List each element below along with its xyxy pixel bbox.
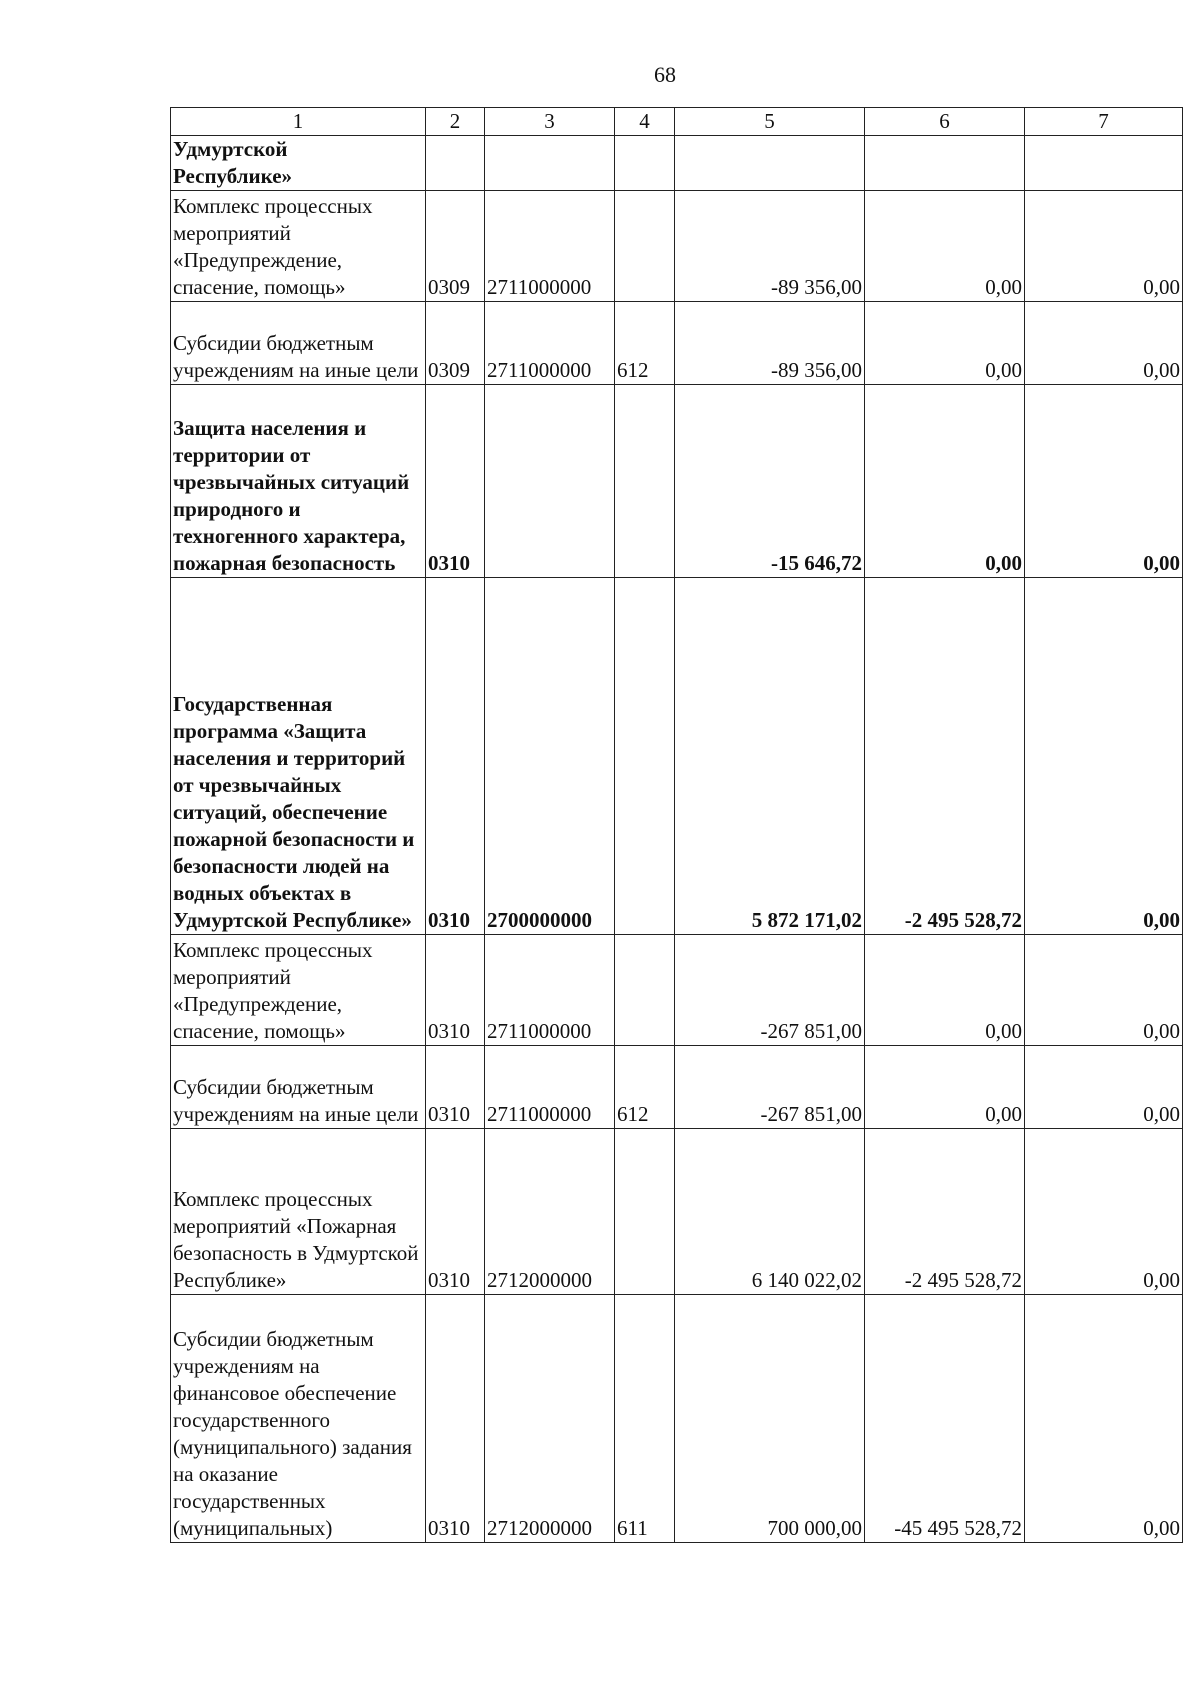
row-col7-value: 0,00 <box>1025 1295 1183 1543</box>
row-target-article <box>485 385 615 578</box>
row-name <box>171 935 426 1046</box>
row-col7-value: 0,00 <box>1025 302 1183 385</box>
row-section-code: 0310 <box>426 1295 485 1543</box>
row-section-code: 0310 <box>426 1046 485 1129</box>
row-expense-type: 612 <box>615 302 675 385</box>
row-name-text: Удмуртской Республике» <box>173 137 293 188</box>
table-row <box>171 1046 1183 1129</box>
row-target-article: 2711000000 <box>485 935 615 1046</box>
row-name-text: Комплекс процессных мероприятий «Пожарная безопасность в Удмуртской Республике» <box>173 1187 419 1292</box>
column-header-5: 5 <box>675 108 865 136</box>
row-name <box>171 385 426 578</box>
row-name-text: Комплекс процессных мероприятий «Предупреждение, спасение, помощь» <box>173 194 373 299</box>
row-col5-value: -89 356,00 <box>675 302 865 385</box>
row-expense-type <box>615 191 675 302</box>
row-col6-value: 0,00 <box>865 191 1025 302</box>
row-col6-value: 0,00 <box>865 935 1025 1046</box>
column-header-6: 6 <box>865 108 1025 136</box>
row-name-text: Субсидии бюджетным учреждениям на иные цели <box>173 1075 419 1126</box>
row-expense-type <box>615 935 675 1046</box>
row-target-article: 2712000000 <box>485 1129 615 1295</box>
budget-table <box>170 107 1183 1543</box>
row-col6-value: -2 495 528,72 <box>865 1129 1025 1295</box>
row-name <box>171 1129 426 1295</box>
row-section-code: 0309 <box>426 191 485 302</box>
row-col7-value: 0,00 <box>1025 1129 1183 1295</box>
row-target-article: 2711000000 <box>485 1046 615 1129</box>
row-expense-type <box>615 1129 675 1295</box>
column-header-2: 2 <box>426 108 485 136</box>
row-col7-value <box>1025 136 1183 191</box>
row-col6-value <box>865 136 1025 191</box>
row-col6-value: -45 495 528,72 <box>865 1295 1025 1543</box>
row-expense-type: 612 <box>615 1046 675 1129</box>
row-col6-value: -2 495 528,72 <box>865 578 1025 935</box>
row-target-article: 2700000000 <box>485 578 615 935</box>
table-row <box>171 385 1183 578</box>
row-col7-value: 0,00 <box>1025 385 1183 578</box>
row-name-text: Субсидии бюджетным учреждениям на иные цели <box>173 331 419 382</box>
row-section-code: 0309 <box>426 302 485 385</box>
row-target-article <box>485 136 615 191</box>
row-col6-value: 0,00 <box>865 1046 1025 1129</box>
page-number: 68 <box>654 62 676 87</box>
row-section-code: 0310 <box>426 1129 485 1295</box>
row-col7-value: 0,00 <box>1025 935 1183 1046</box>
column-header-4: 4 <box>615 108 675 136</box>
row-expense-type <box>615 578 675 935</box>
table-row <box>171 191 1183 302</box>
row-expense-type <box>615 385 675 578</box>
row-name-text: Защита населения и территории от чрезвычайных ситуаций природного и техногенного характера, пожарная безопасность <box>173 416 410 575</box>
row-col5-value: -15 646,72 <box>675 385 865 578</box>
table-row <box>171 935 1183 1046</box>
row-section-code: 0310 <box>426 578 485 935</box>
row-col5-value <box>675 136 865 191</box>
row-name-text: Государственная программа «Защита населения и территорий от чрезвычайных ситуаций, обеспечение пожарной безопасности и безопасности людей на водных объектах в Удмуртской Республике» <box>173 692 415 932</box>
row-target-article: 2711000000 <box>485 191 615 302</box>
row-name <box>171 302 426 385</box>
table-row <box>171 1129 1183 1295</box>
row-section-code: 0310 <box>426 935 485 1046</box>
row-col5-value: -267 851,00 <box>675 935 865 1046</box>
row-name <box>171 1295 426 1543</box>
row-col7-value: 0,00 <box>1025 1046 1183 1129</box>
table-row <box>171 1295 1183 1543</box>
row-col7-value: 0,00 <box>1025 191 1183 302</box>
row-expense-type: 611 <box>615 1295 675 1543</box>
row-section-code: 0310 <box>426 385 485 578</box>
row-section-code <box>426 136 485 191</box>
row-col5-value: -89 356,00 <box>675 191 865 302</box>
row-name-text: Субсидии бюджетным учреждениям на финансовое обеспечение государственного (муниципального) задания на оказание государственных (муниципальных) <box>173 1327 412 1540</box>
row-target-article: 2712000000 <box>485 1295 615 1543</box>
column-header-1: 1 <box>171 108 426 136</box>
row-expense-type <box>615 136 675 191</box>
table-header-row <box>171 108 1183 136</box>
row-col5-value: 5 872 171,02 <box>675 578 865 935</box>
row-name <box>171 136 426 191</box>
column-header-7: 7 <box>1025 108 1183 136</box>
column-header-3: 3 <box>485 108 615 136</box>
row-name-text: Комплекс процессных мероприятий «Предупреждение, спасение, помощь» <box>173 938 373 1043</box>
row-col6-value: 0,00 <box>865 302 1025 385</box>
row-target-article: 2711000000 <box>485 302 615 385</box>
table-row <box>171 302 1183 385</box>
table-row <box>171 136 1183 191</box>
row-name <box>171 1046 426 1129</box>
row-col5-value: 700 000,00 <box>675 1295 865 1543</box>
row-name <box>171 578 426 935</box>
row-col6-value: 0,00 <box>865 385 1025 578</box>
row-col7-value: 0,00 <box>1025 578 1183 935</box>
row-col5-value: -267 851,00 <box>675 1046 865 1129</box>
table-row <box>171 578 1183 935</box>
row-col5-value: 6 140 022,02 <box>675 1129 865 1295</box>
row-name <box>171 191 426 302</box>
